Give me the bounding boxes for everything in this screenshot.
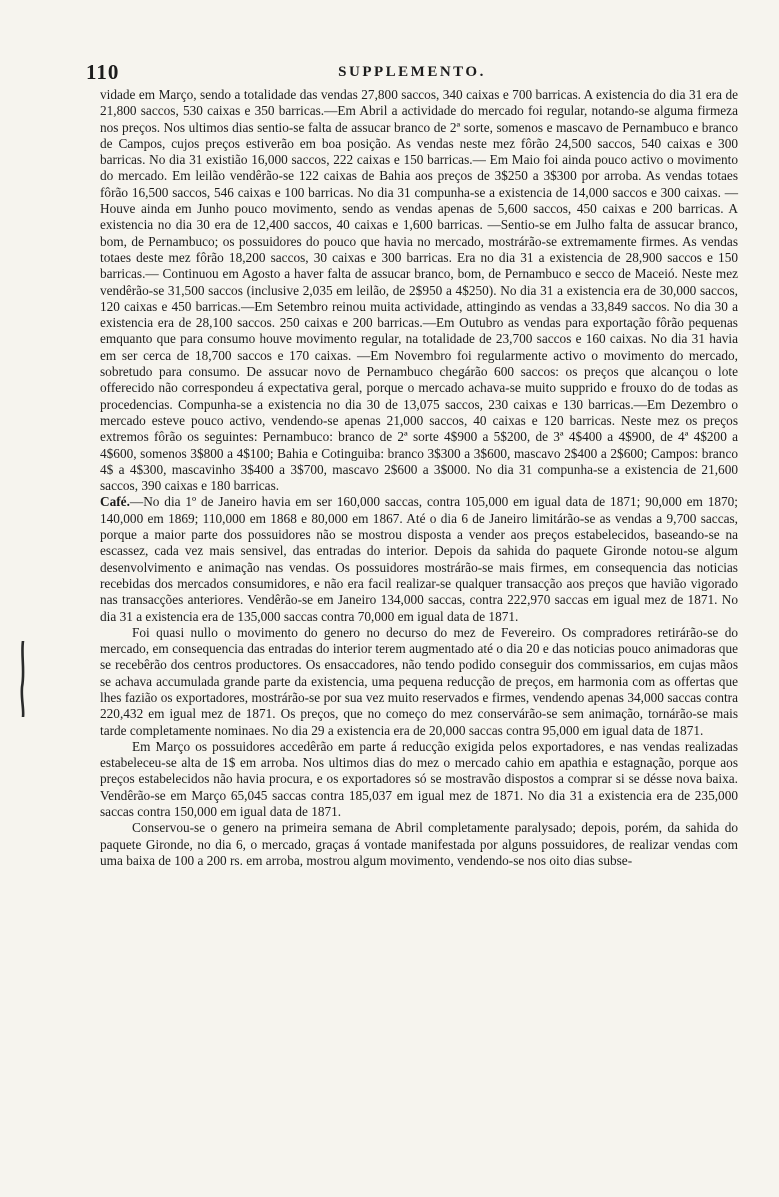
cafe-paragraph-1-text: —No dia 1º de Janeiro havia em ser 160,000 saccas, contra 105,000 em igual data de 1871; 90,000 em 1870; 140,000 em 1869; 110,000 em 1868 e 80,000 em 1867. Até o dia 6 de Janeiro limitárão-se as vendas a 9,700 saccas, porque a maior parte dos possuidores não se mostrou disposta a vender aos preços estabelecidos, baseando-se na escassez, cada vez mais sensivel, das entradas do interior. Depois da sahida do paquete Gironde notou-se algum desenvolvimento e animação nas vendas. Os possuidores mostrárão-se mais firmes, em consequencia das noticias recebidas dos mercados consumidores, e não era facil realizar-se qualquer transacção aos preços que havião vigorado nas transacções anteriores. Vendêrão-se em Janeiro 134,000 saccas, contra 222,970 saccas em igual mez de 1871. No dia 31 a existencia era de 135,000 saccas contra 70,000 em igual data de 1871. [100,494,738,624]
cafe-paragraph-4: Conservou-se o genero na primeira semana de Abril completamente paralysado; depois, porém, da sahida do paquete Gironde, no dia 6, o mercado, graças á vontade manifestada por alguns possuidores, de realizar vendas com uma baixa de 100 a 200 rs. em arroba, mostrou algum movimento, vendendo-se nos oito dias subse- [100,820,738,868]
margin-pencil-mark [20,641,26,717]
cafe-paragraph-2: Foi quasi nullo o movimento do genero no decurso do mez de Fevereiro. Os compradores retirárão-se do mercado, em consequencia das entradas do interior terem augmentado até o dia 20 e das noticias pouco animadoras que se recebêrão dos centros productores. Os ensaccadores, não tendo podido conseguir dos commissarios, em cujas mãos se achava accumulada grande parte da existencia, uma pequena reducção de preços, em harmonia com as offertas que lhes fazião os exportadores, mostrárão-se por sua vez muito reservados e firmes, vendendo apenas 34,000 saccas contra 220,432 em igual mez de 1871. Os preços, que no começo do mez conservárão-se sem animação, tornárão-se mais tarde completamente nominaes. No dia 29 a existencia era de 20,000 saccas contra 95,000 em igual data de 1871. [100,624,738,738]
body-text [100,87,738,869]
page-number: 110 [86,60,120,84]
cafe-section-heading: Café. [100,494,130,510]
cafe-paragraph-1 [100,494,738,624]
cafe-paragraph-3: Em Março os possuidores accedêrão em parte á reducção exigida pelos exportadores, e nas vendas realizadas estabeleceu-se alta de 1$ em arroba. Nos ultimos dias do mez o mercado cahio em apathia e estagnação, porque aos preços estabelecidos não havia procura, e os exportadores só se mostravão dispostos a comprar si se désse nova baixa. Vendêrão-se em Março 65,045 saccas contra 185,037 em igual mez de 1871. No dia 31 a existencia era de 235,000 saccas contra 150,000 em igual data de 1871. [100,738,738,820]
page-header [86,60,738,86]
running-title: SUPPLEMENTO. [338,64,486,80]
assucar-continuation-paragraph: vidade em Março, sendo a totalidade das vendas 27,800 saccos, 340 caixas e 700 barricas. A existencia do dia 31 era de 21,800 saccos, 530 caixas e 350 barricas.—Em Abril a actividade do mercado foi regular, notando-se alguma firmeza nos preços. Nos ultimos dias sentio-se falta de assucar branco de 2ª sorte, somenos e mascavo de Pernambuco e branco de Campos, cujos preços estiverão em boa posição. As vendas neste mez fôrão 24,500 saccos, 540 caixas e 300 barricas. No dia 31 existião 16,000 saccos, 222 caixas e 150 barricas.— Em Maio foi ainda pouco activo o movimento do mercado. Em leilão vendêrão-se 122 caixas de Bahia aos preços de 3$250 a 3$300 por arroba. As vendas totaes fôrão 16,500 saccos, 546 caixas e 100 barricas. No dia 31 compunha-se a existencia de 14,000 saccos e 300 caixas. — Houve ainda em Junho pouco movimento, sendo as vendas apenas de 5,600 saccos, 450 caixas e 200 barricas. A existencia no dia 30 era de 12,400 saccos, 40 caixas e 1,600 barricas. —Sentio-se em Julho falta de assucar branco, bom, de Pernambuco; os possuidores do pouco que havia no mercado, mostrárão-se extremamente firmes. As vendas totaes deste mez fôrão 18,200 saccos, 30 caixas e 300 barricas. Era no dia 31 a existencia de 28,900 saccos e 150 barricas.— Continuou em Agosto a haver falta de assucar branco, bom, de Pernambuco e secco de Maceió. Neste mez vendêrão-se 31,500 saccos (inclusive 2,035 em leilão, de 2$950 a 4$250). No dia 31 a existencia era de 30,000 saccos, 120 caixas e 450 barricas.—Em Setembro reinou muita actividade, attingindo as vendas a 33,849 saccos. No dia 30 a existencia era de 28,100 saccos. 250 caixas e 200 barricas.—Em Outubro as vendas para exportação fôrão pequenas emquanto que para consumo houve movimento regular, na totalidade de 23,700 saccos e 160 caixas. No dia 31 havia em ser cerca de 18,700 saccos e 170 caixas. —Em Novembro foi regularmente activo o movimento do mercado, sobretudo para consumo. De assucar novo de Pernambuco chegárão 600 saccos: os preços que alcançou o lote offerecido não correspondeu á expectativa geral, porque o mercado achava-se muito supprido e frouxo do de todas as procedencias. Compunha-se a existencia no dia 30 de 13,075 saccos, 230 caixas e 130 barricas.—Em Dezembro o mercado esteve pouco activo, vendendo-se apenas 21,000 saccos, 40 caixas e 120 barricas. Neste mez os preços extremos fôrão os seguintes: Pernambuco: branco de 2ª sorte 4$900 a 5$200, de 3ª 4$400 a 4$900, de 4ª 4$200 a 4$600, somenos 3$800 a 4$100; Bahia e Cotinguiba: branco 3$300 a 3$600, mascavo 2$400 a 2$600; Campos: branco 4$ a 4$300, mascavinho 3$400 a 3$700, mascavo 2$600 a 3$000. No dia 31 compunha-se a existencia de 21,600 saccos, 390 caixas e 180 barricas. [100,87,738,494]
